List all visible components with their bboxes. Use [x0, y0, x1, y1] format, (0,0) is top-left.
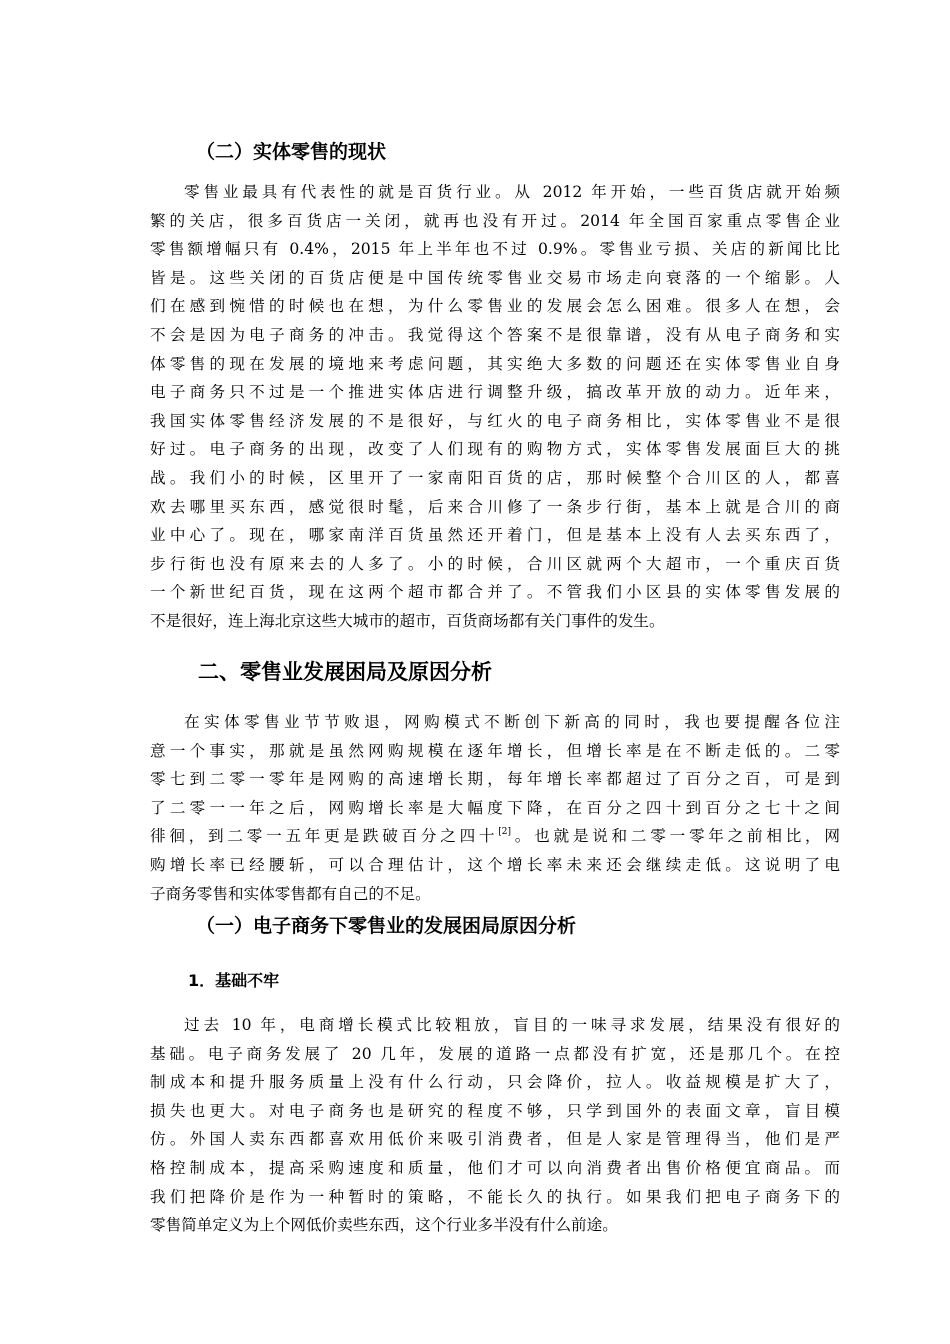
text-line: 不会是因为电子商务的冲击。我觉得这个答案不是很靠谱，没有从电子商务和实: [150, 325, 840, 344]
text-line: 意一个事实，那就是虽然网购规模在逐年增长，但增长率是在不断走低的。二零: [150, 741, 840, 760]
text-line: 体零售的现在发展的境地来考虑问题，其实绝大多数的问题还在实体零售业自身: [150, 354, 840, 373]
section-heading-dilemma: 二、零售业发展困局及原因分析: [198, 660, 492, 684]
text-line: 格控制成本，提高采购速度和质量，他们才可以向消费者出售价格便宜商品。而: [150, 1158, 840, 1177]
text-line: 零七到二零一零年是网购的高速增长期，每年增长率都超过了百分之百，可是到: [150, 770, 840, 789]
text-line: 在实体零售业节节败退，网购模式不断创下新高的同时，我也要提醒各位注: [184, 713, 840, 731]
text-line: 零售额增幅只有 0.4%，2015 年上半年也不过 0.9%。零售业亏损、关店的新闻比比: [150, 240, 840, 259]
text-line: 繁的关店，很多百货店一关闭，就再也没有开过。2014 年全国百家重点零售企业: [150, 211, 840, 230]
text-line: 业中心了。现在，哪家南洋百货虽然还开着门，但是基本上没有人去买东西了，: [150, 526, 840, 545]
ref-line-pre: 徘徊，到二零一五年更是跌破百分之四十: [150, 827, 499, 846]
paragraph-current-status: [150, 178, 840, 636]
text-line: 子商务零售和实体零售都有自己的不足。: [150, 884, 431, 903]
text-line: 战。我们小的时候，区里开了一家南阳百货的店，那时候整个合川区的人，都喜: [150, 468, 840, 487]
section-heading-ecommerce: （一）电子商务下零售业的发展困局原因分析: [196, 915, 577, 937]
text-line: 零售简单定义为上个网低价卖些东西，这个行业多半没有什么前途。: [150, 1216, 618, 1235]
section-heading-current-status: （二）实体零售的现状: [196, 141, 387, 163]
text-line: 过去 10 年，电商增长模式比较粗放，盲目的一味寻求发展，结果没有很好的: [184, 1016, 840, 1034]
text-line: 一个新世纪百货，现在这两个超市都合并了。不管我们小区县的实体零售发展的: [150, 583, 840, 602]
text-line: 购增长率已经腰斩，可以合理估计，这个增长率未来还会继续走低。这说明了电: [150, 855, 840, 874]
text-line: 欢去哪里买东西，感觉很时髦，后来合川修了一条步行街，基本上就是合川的商: [150, 497, 840, 516]
text-line: 零售业最具有代表性的就是百货行业。从 2012 年开始，一些百货店就开始频: [184, 183, 840, 201]
citation-ref: [2]: [498, 827, 512, 838]
paragraph-ecommerce: [150, 1011, 840, 1240]
text-line: 我们把降价是作为一种暂时的策略，不能长久的执行。如果我们把电子商务下的: [150, 1187, 840, 1206]
text-line: 了二零一一年之后，网购增长率是大幅度下降，在百分之四十到百分之七十之间: [150, 798, 840, 817]
text-line: 仿。外国人卖东西都喜欢用低价来吸引消费者，但是人家是管理得当，他们是严: [150, 1130, 840, 1149]
text-line: 不是很好，连上海北京这些大城市的超市，百货商场都有关门事件的发生。: [150, 611, 665, 630]
text-line: 我国实体零售经济发展的不是很好，与红火的电子商务相比，实体零售业不是很: [150, 411, 840, 430]
text-line: 们在感到惋惜的时候也在想，为什么零售业的发展会怎么困难。很多人在想，会: [150, 297, 840, 316]
text-line: 基础。电子商务发展了 20 几年，发展的道路一点都没有扩宽，还是那几个。在控: [150, 1044, 840, 1063]
text-line: 损失也更大。对电子商务也是研究的程度不够，只学到国外的表面文章，盲目模: [150, 1101, 840, 1120]
text-line: 好过。电子商务的出现，改变了人们现有的购物方式，实体零售发展面巨大的挑: [150, 440, 840, 459]
sub-heading-weak-foundation: 1．基础不牢: [188, 971, 280, 990]
paragraph-dilemma: [150, 708, 840, 908]
text-line-with-reference: [150, 822, 840, 851]
text-line: 制成本和提升服务质量上没有什么行动，只会降价，拉人。收益规模是扩大了，: [150, 1073, 840, 1092]
text-line: 步行街也没有原来去的人多了。小的时候，合川区就两个大超市，一个重庆百货: [150, 554, 840, 573]
ref-line-post: 。也就是说和二零一零年之前相比，网: [511, 827, 840, 846]
text-line: 电子商务只不过是一个推进实体店进行调整升级，搞改革开放的动力。近年来，: [150, 383, 840, 402]
text-line: 皆是。这些关闭的百货店便是中国传统零售业交易市场走向衰落的一个缩影。人: [150, 268, 840, 287]
